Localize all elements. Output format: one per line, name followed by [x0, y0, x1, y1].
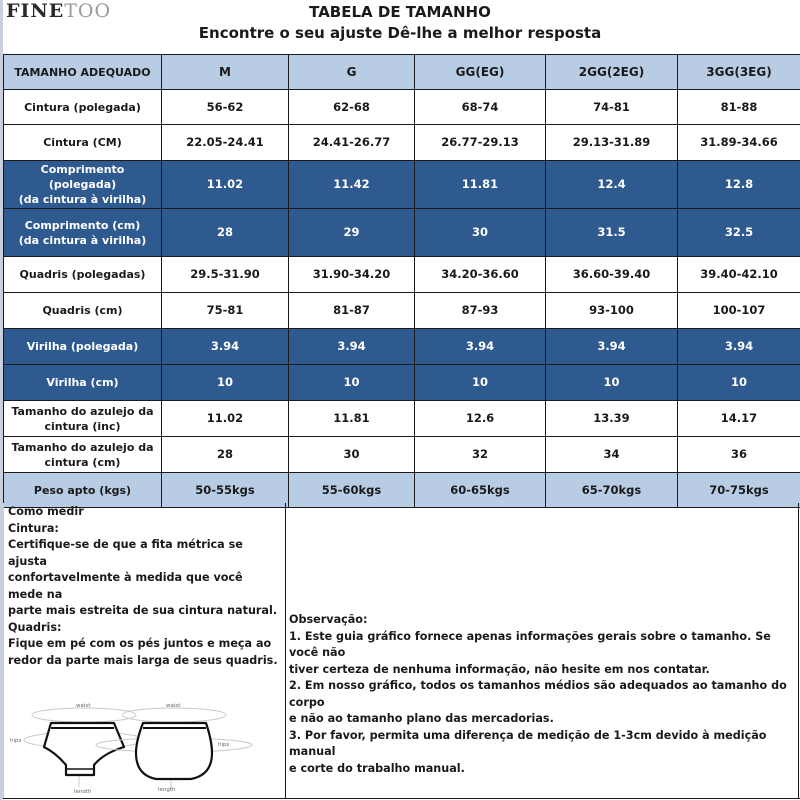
- row-label-line: Tamanho do azulejo da: [11, 404, 154, 418]
- row-label: Quadris (polegadas): [4, 257, 162, 293]
- row-label: Virilha (polegada): [4, 329, 162, 365]
- table-cell: 3.94: [678, 329, 800, 365]
- label-hips: hips: [218, 742, 230, 748]
- table-cell: 14.17: [678, 401, 800, 437]
- size-header: 2GG(2EG): [546, 55, 678, 90]
- notes-line: tiver certeza de nenhuma informação, não hesite em nos contatar.: [289, 662, 710, 676]
- table-row: [4, 365, 800, 401]
- table-cell: 11.81: [289, 401, 415, 437]
- row-label-line: (da cintura à virilha): [18, 193, 147, 206]
- notes-line: 1. Este guia gráfico fornece apenas informações gerais sobre o tamanho. Se você não: [289, 629, 771, 659]
- table-cell: 32.5: [678, 209, 800, 257]
- table-cell: 62-68: [289, 90, 415, 125]
- label-waist: waist: [166, 703, 181, 709]
- table-cell: 36.60-39.40: [546, 257, 678, 293]
- table-cell: 31.89-34.66: [678, 125, 800, 161]
- waist-text-line: parte mais estreita de sua cintura natural.: [8, 604, 278, 617]
- notes-title: Observação:: [289, 613, 368, 626]
- table-cell: 36: [678, 437, 800, 473]
- table-cell: 29.5-31.90: [162, 257, 289, 293]
- table-cell: 31.90-34.20: [289, 257, 415, 293]
- table-cell: 81-87: [289, 293, 415, 329]
- table-row: [4, 329, 800, 365]
- table-cell: 10: [162, 365, 289, 401]
- table-row: [4, 293, 800, 329]
- label-hips: hips: [10, 738, 22, 744]
- row-label: Virilha (cm): [4, 365, 162, 401]
- table-cell: 65-70kgs: [546, 473, 678, 508]
- table-cell: 3.94: [162, 329, 289, 365]
- table-cell: 12.6: [415, 401, 546, 437]
- table-cell: 28: [162, 209, 289, 257]
- row-label-line: cintura (cm): [44, 455, 121, 469]
- waist-text-line: confortavelmente à medida que você mede na: [8, 571, 243, 601]
- table-cell: 29.13-31.89: [546, 125, 678, 161]
- notes-line: e não ao tamanho plano das mercadorias.: [289, 712, 554, 725]
- row-label: Cintura (polegada): [4, 90, 162, 125]
- table-cell: 10: [289, 365, 415, 401]
- row-label-line: cintura (inc): [44, 419, 121, 433]
- measurement-illustration: [6, 683, 282, 793]
- briefs-diagram: [6, 683, 282, 793]
- size-header: M: [162, 55, 289, 90]
- how-to-measure-panel: [3, 503, 286, 798]
- row-label: Cintura (CM): [4, 125, 162, 161]
- table-cell: 34.20-36.60: [415, 257, 546, 293]
- how-to-measure-title: Como medir: [8, 505, 84, 518]
- table-cell: 70-75kgs: [678, 473, 800, 508]
- label-waist: waist: [76, 703, 91, 709]
- row-label-line: (da cintura à virilha): [18, 233, 147, 247]
- hips-heading: Quadris:: [8, 620, 62, 634]
- row-label: [4, 209, 162, 257]
- size-header: 3GG(3EG): [678, 55, 800, 90]
- row-label: [4, 437, 162, 473]
- waist-heading: Cintura:: [8, 521, 59, 535]
- table-row: [4, 90, 800, 125]
- hips-text-line: Fique em pé com os pés juntos e meça ao: [8, 637, 272, 650]
- label-length: length: [158, 787, 176, 793]
- table-cell: 12.4: [546, 161, 678, 209]
- table-row: [4, 437, 800, 473]
- table-cell: 11.81: [415, 161, 546, 209]
- row-label: [4, 401, 162, 437]
- table-row: [4, 209, 800, 257]
- page-title: TABELA DE TAMANHO: [309, 3, 491, 21]
- table-cell: 30: [289, 437, 415, 473]
- table-cell: 81-88: [678, 90, 800, 125]
- size-header: G: [289, 55, 415, 90]
- table-row: [4, 161, 800, 209]
- table-row: [4, 125, 800, 161]
- table-cell: 74-81: [546, 90, 678, 125]
- table-cell: 55-60kgs: [289, 473, 415, 508]
- table-cell: 10: [546, 365, 678, 401]
- table-cell: 22.05-24.41: [162, 125, 289, 161]
- table-cell: 28: [162, 437, 289, 473]
- how-to-measure-text: [8, 504, 280, 669]
- table-cell: 10: [415, 365, 546, 401]
- table-cell: 56-62: [162, 90, 289, 125]
- table-cell: 11.02: [162, 401, 289, 437]
- notes-panel: [286, 503, 799, 798]
- size-header: GG(EG): [415, 55, 546, 90]
- table-cell: 93-100: [546, 293, 678, 329]
- table-cell: 29: [289, 209, 415, 257]
- table-cell: 100-107: [678, 293, 800, 329]
- table-cell: 31.5: [546, 209, 678, 257]
- table-cell: 10: [678, 365, 800, 401]
- hips-text-line: redor da parte mais larga de seus quadris.: [8, 653, 278, 667]
- notes-line: 3. Por favor, permita uma diferença de medição de 1-3cm devido à medição manual: [289, 728, 767, 758]
- notes-line: 2. Em nosso gráfico, todos os tamanhos médios são adequados ao tamanho do corpo: [289, 679, 787, 709]
- table-cell: 39.40-42.10: [678, 257, 800, 293]
- row-label: Quadris (cm): [4, 293, 162, 329]
- table-cell: 24.41-26.77: [289, 125, 415, 161]
- table-cell: 50-55kgs: [162, 473, 289, 508]
- row-label-line: Comprimento (cm): [24, 218, 141, 232]
- size-table: [3, 54, 800, 508]
- notes-line: e corte do trabalho manual.: [289, 761, 465, 775]
- table-cell: 26.77-29.13: [415, 125, 546, 161]
- notes-text: [289, 612, 797, 777]
- table-row: [4, 401, 800, 437]
- table-header-row: [4, 55, 800, 90]
- table-cell: 34: [546, 437, 678, 473]
- row-label: [4, 161, 162, 209]
- table-cell: 11.42: [289, 161, 415, 209]
- table-cell: 3.94: [289, 329, 415, 365]
- table-cell: 13.39: [546, 401, 678, 437]
- table-cell: 68-74: [415, 90, 546, 125]
- table-cell: 75-81: [162, 293, 289, 329]
- table-cell: 3.94: [546, 329, 678, 365]
- table-cell: 3.94: [415, 329, 546, 365]
- page-subtitle: Encontre o seu ajuste Dê-lhe a melhor resposta: [198, 24, 602, 42]
- row-label-line: Comprimento: [40, 163, 125, 176]
- table-cell: 12.8: [678, 161, 800, 209]
- row-label-line: Tamanho do azulejo da: [11, 440, 154, 454]
- brand-logo-part1: FINE: [6, 0, 65, 22]
- table-cell: 32: [415, 437, 546, 473]
- table-cell: 60-65kgs: [415, 473, 546, 508]
- brand-logo-part2: TOO: [64, 0, 112, 22]
- corner-label: TAMANHO ADEQUADO: [4, 55, 162, 90]
- row-label: Peso apto (kgs): [4, 473, 162, 508]
- info-section: [3, 503, 800, 799]
- row-label-line: (polegada): [48, 178, 117, 191]
- table-cell: 11.02: [162, 161, 289, 209]
- table-cell: 30: [415, 209, 546, 257]
- label-length: length: [74, 789, 92, 793]
- waist-text-line: Certifique-se de que a fita métrica se ajusta: [8, 538, 243, 568]
- table-cell: 87-93: [415, 293, 546, 329]
- table-row: [4, 257, 800, 293]
